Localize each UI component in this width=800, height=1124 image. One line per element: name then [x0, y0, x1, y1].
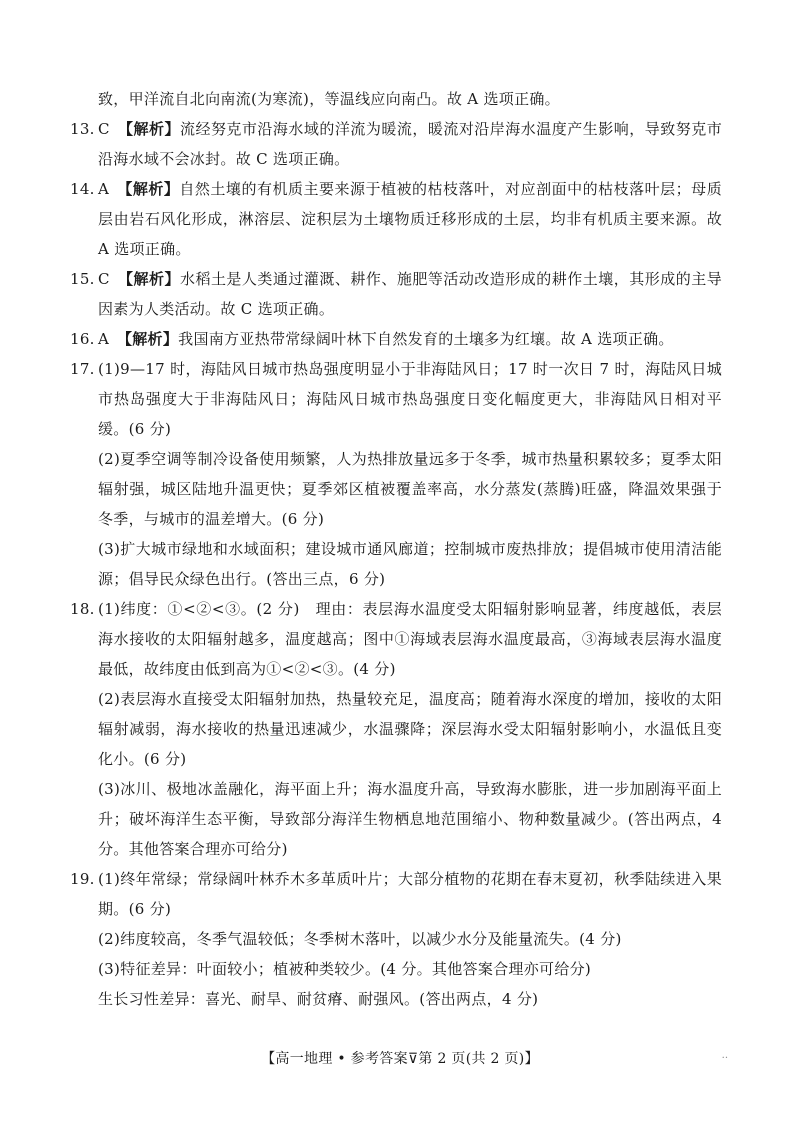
corner-mark: .. — [721, 1050, 728, 1061]
continuation-text: 致，甲洋流自北向南流(为寒流)，等温线应向南凸。故 A 选项正确。 — [98, 90, 560, 108]
question-number: 17. — [70, 360, 95, 378]
question-number: 19. — [70, 870, 95, 888]
analysis-text: 我国南方亚热带常绿阔叶林下自然发育的土壤多为红壤。故 A 选项正确。 — [178, 330, 674, 348]
answer-content — [72, 84, 722, 1014]
answer-18 — [72, 594, 722, 684]
answer-part-1: (1)9—17 时，海陆风日城市热岛强度明显小于非海陆风日；17 时一次日 7 时，海陆风日城市热岛强度大于非海陆风日；海陆风日城市热岛强度日变化幅度更大，非海陆风日相对平缓。(6 分) — [98, 360, 722, 438]
answer-part-1: (1)纬度：①<②<③。(2 分) 理由：表层海水温度受太阳辐射影响显著，纬度越低，表层海水接收的太阳辐射越多，温度越高；图中①海域表层海水温度最高，③海域表层海水温度最低，故纬度由低到高为①<②<③。(4 分) — [98, 600, 722, 678]
question-number: 18. — [70, 600, 95, 618]
answer-19-part-4: 生长习性差异：喜光、耐旱、耐贫瘠、耐强风。(答出两点，4 分) — [98, 990, 539, 1008]
answer-15 — [72, 264, 722, 324]
analysis-tag: 【解析】 — [125, 120, 180, 138]
answer-13 — [72, 114, 722, 174]
answer-choice: A — [98, 330, 110, 348]
question-number: 16. — [70, 330, 95, 348]
analysis-tag: 【解析】 — [124, 330, 179, 348]
answer-18-part-2: (2)表层海水直接受太阳辐射加热，热量较充足，温度高；随着海水深度的增加，接收的太阳辐射减弱，海水接收的热量迅速减少，水温骤降；深层海水受太阳辐射影响小，水温低且变化小。(6 分) — [98, 690, 722, 768]
answer-choice: C — [98, 270, 110, 288]
answer-19-part-2: (2)纬度较高，冬季气温较低；冬季树木落叶，以减少水分及能量流失。(4 分) — [98, 930, 622, 948]
answer-part-1: (1)终年常绿；常绿阔叶林乔木多革质叶片；大部分植物的花期在春末夏初，秋季陆续进入果期。(6 分) — [98, 870, 722, 918]
answer-18-part-3: (3)冰川、极地冰盖融化，海平面上升；海水温度升高，导致海水膨胀，进一步加剧海平面上升；破坏海洋生态平衡，导致部分海洋生物栖息地范围缩小、物种数量减少。(答出两点，4 分。其他答案合理亦可给分) — [98, 780, 722, 858]
analysis-text: 水稻土是人类通过灌溉、耕作、施肥等活动改造形成的耕作土壤，其形成的主导因素为人类活动。故 C 选项正确。 — [98, 270, 722, 318]
page-footer: 【高一地理 • 参考答案⊽第 2 页(共 2 页)】 — [261, 1051, 539, 1067]
question-number: 15. — [70, 270, 95, 288]
answer-17-part-3: (3)扩大城市绿地和水域面积；建设城市通风廊道；控制城市废热排放；提倡城市使用清洁能源；倡导民众绿色出行。(答出三点，6 分) — [98, 540, 722, 588]
analysis-tag: 【解析】 — [124, 180, 180, 198]
answer-19 — [72, 864, 722, 924]
question-number: 14. — [70, 180, 95, 198]
answer-choice: A — [98, 180, 110, 198]
question-number: 13. — [70, 120, 95, 138]
answer-17 — [72, 354, 722, 444]
analysis-text: 流经努克市沿海水域的洋流为暖流，暖流对沿岸海水温度产生影响，导致努克市沿海水域不会冰封。故 C 选项正确。 — [98, 120, 722, 168]
analysis-tag: 【解析】 — [125, 270, 180, 288]
answer-19-part-3: (3)特征差异：叶面较小；植被种类较少。(4 分。其他答案合理亦可给分) — [98, 960, 592, 978]
analysis-text: 自然土壤的有机质主要来源于植被的枯枝落叶，对应剖面中的枯枝落叶层；母质层由岩石风化形成，淋溶层、淀积层为土壤物质迁移形成的土层，均非有机质主要来源。故 A 选项正确。 — [98, 180, 722, 258]
answer-choice: C — [98, 120, 110, 138]
answer-17-part-2: (2)夏季空调等制冷设备使用频繁，人为热排放量远多于冬季，城市热量积累较多；夏季太阳辐射强，城区陆地升温更快；夏季郊区植被覆盖率高，水分蒸发(蒸腾)旺盛，降温效果强于冬季，与城市的温差增大。(6 分) — [98, 450, 722, 528]
answer-16 — [72, 324, 722, 354]
answer-14 — [72, 174, 722, 264]
